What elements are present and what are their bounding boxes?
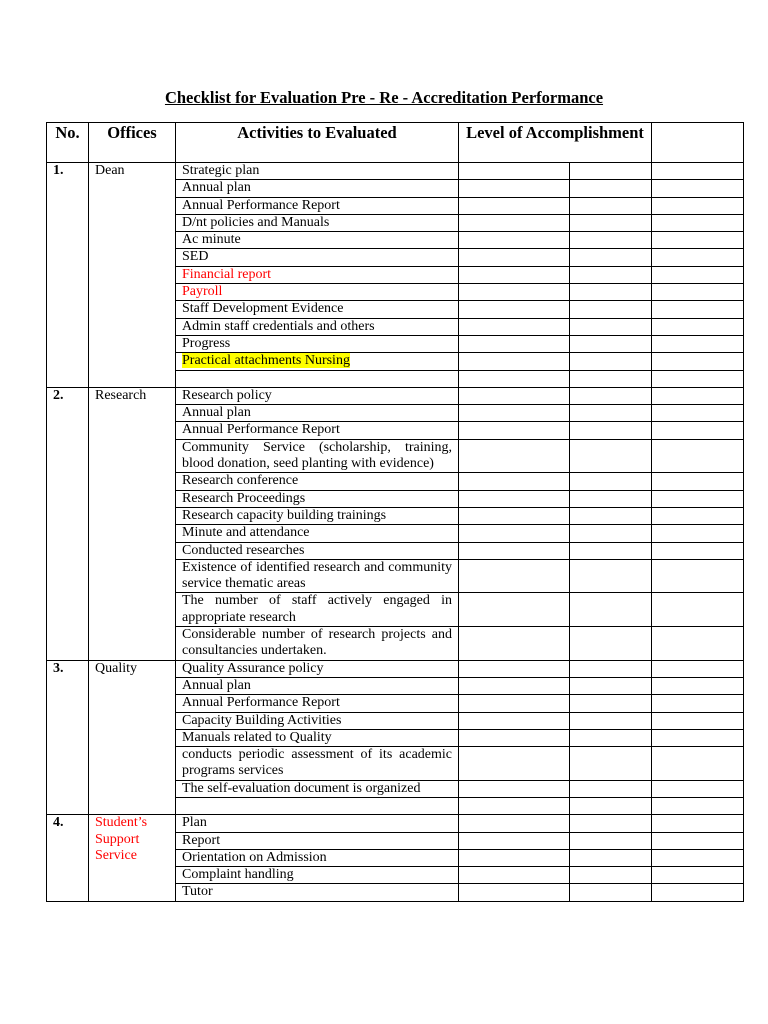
level-cell-1[interactable] [459, 729, 570, 746]
level-cell-1[interactable] [459, 387, 570, 404]
activity-cell [176, 559, 459, 593]
level-cell-1[interactable] [459, 815, 570, 832]
extra-cell[interactable] [652, 405, 744, 422]
activity-text: Research Proceedings [182, 490, 306, 506]
extra-cell[interactable] [652, 780, 744, 797]
office-name: Research [89, 387, 176, 660]
office-name: Student’s Support Service [89, 815, 176, 901]
extra-cell[interactable] [652, 180, 744, 197]
activity-cell [176, 301, 459, 318]
level-cell-1[interactable] [459, 266, 570, 283]
activity-cell [176, 473, 459, 490]
level-cell-2[interactable] [570, 677, 652, 694]
activity-text: Existence of identified research and community service thematic areas [182, 559, 452, 592]
extra-cell[interactable] [652, 797, 744, 814]
extra-cell[interactable] [652, 832, 744, 849]
level-cell-2[interactable] [570, 712, 652, 729]
level-cell-1[interactable] [459, 593, 570, 627]
table-row [47, 815, 744, 832]
activity-text: Manuals related to Quality [182, 729, 332, 745]
level-cell-2[interactable] [570, 249, 652, 266]
activity-text: Admin staff credentials and others [182, 318, 375, 334]
activity-text: Complaint handling [182, 867, 294, 883]
section-number: 4. [47, 815, 89, 901]
extra-cell[interactable] [652, 660, 744, 677]
activity-cell [176, 660, 459, 677]
activity-cell [176, 780, 459, 797]
activity-cell [176, 490, 459, 507]
extra-cell[interactable] [652, 559, 744, 593]
level-cell-1[interactable] [459, 232, 570, 249]
activity-text: Annual plan [182, 677, 251, 693]
activity-cell [176, 542, 459, 559]
activity-cell [176, 627, 459, 661]
section-number: 1. [47, 163, 89, 388]
activity-text: Research capacity building trainings [182, 507, 387, 523]
level-cell-1[interactable] [459, 695, 570, 712]
activity-text: Plan [182, 815, 207, 831]
level-cell-1[interactable] [459, 677, 570, 694]
level-cell-2[interactable] [570, 507, 652, 524]
level-cell-2[interactable] [570, 660, 652, 677]
level-cell-2[interactable] [570, 627, 652, 661]
extra-cell[interactable] [652, 335, 744, 352]
level-cell-2[interactable] [570, 422, 652, 439]
activity-cell [176, 797, 459, 814]
table-body [47, 163, 744, 902]
level-cell-2[interactable] [570, 490, 652, 507]
activity-cell [176, 849, 459, 866]
level-cell-1[interactable] [459, 780, 570, 797]
level-cell-1[interactable] [459, 525, 570, 542]
activity-cell [176, 422, 459, 439]
document-title: Checklist for Evaluation Pre - Re - Accreditation Performance [164, 88, 604, 107]
activity-cell [176, 507, 459, 524]
level-cell-1[interactable] [459, 214, 570, 231]
activity-text: SED [182, 249, 209, 265]
activity-text: D/nt policies and Manuals [182, 214, 330, 230]
activity-cell [176, 439, 459, 473]
activity-text: The self-evaluation document is organized [182, 780, 421, 796]
level-cell-2[interactable] [570, 473, 652, 490]
level-cell-2[interactable] [570, 197, 652, 214]
activity-text: Quality Assurance policy [182, 660, 324, 676]
level-cell-1[interactable] [459, 849, 570, 866]
level-cell-1[interactable] [459, 884, 570, 901]
activity-text: Minute and attendance [182, 525, 310, 541]
level-cell-2[interactable] [570, 387, 652, 404]
level-cell-1[interactable] [459, 197, 570, 214]
level-cell-1[interactable] [459, 301, 570, 318]
level-cell-1[interactable] [459, 473, 570, 490]
table-row [47, 387, 744, 404]
office-name: Dean [89, 163, 176, 388]
extra-cell[interactable] [652, 490, 744, 507]
header-level-of-accomplishment: Level of Accomplishment [459, 123, 652, 163]
level-cell-2[interactable] [570, 832, 652, 849]
level-cell-1[interactable] [459, 335, 570, 352]
level-cell-1[interactable] [459, 660, 570, 677]
level-cell-1[interactable] [459, 318, 570, 335]
activity-cell [176, 370, 459, 387]
level-cell-1[interactable] [459, 284, 570, 301]
extra-cell[interactable] [652, 729, 744, 746]
level-cell-1[interactable] [459, 353, 570, 370]
checklist-table [46, 122, 744, 902]
activity-text: Conducted researches [182, 542, 305, 558]
activity-cell [176, 387, 459, 404]
extra-cell[interactable] [652, 593, 744, 627]
extra-cell[interactable] [652, 232, 744, 249]
activity-text: Research conference [182, 473, 299, 489]
activity-text: Financial report [182, 266, 272, 282]
extra-cell[interactable] [652, 284, 744, 301]
activity-cell [176, 832, 459, 849]
activity-cell [176, 815, 459, 832]
level-cell-1[interactable] [459, 867, 570, 884]
extra-cell[interactable] [652, 815, 744, 832]
extra-cell[interactable] [652, 677, 744, 694]
extra-cell[interactable] [652, 627, 744, 661]
extra-cell[interactable] [652, 387, 744, 404]
activity-text: Annual Performance Report [182, 422, 340, 438]
level-cell-2[interactable] [570, 780, 652, 797]
office-name: Quality [89, 660, 176, 815]
activity-text: Progress [182, 335, 231, 351]
level-cell-1[interactable] [459, 797, 570, 814]
level-cell-2[interactable] [570, 797, 652, 814]
activity-cell [176, 695, 459, 712]
extra-cell[interactable] [652, 370, 744, 387]
header-activities: Activities to Evaluated [176, 123, 459, 163]
extra-cell[interactable] [652, 867, 744, 884]
extra-cell[interactable] [652, 884, 744, 901]
activity-text: Considerable number of research projects and consultancies undertaken. [182, 627, 452, 659]
level-cell-1[interactable] [459, 370, 570, 387]
extra-cell[interactable] [652, 747, 744, 781]
level-cell-1[interactable] [459, 422, 570, 439]
activity-text: The number of staff actively engaged in appropriate research [182, 593, 452, 625]
activity-cell [176, 163, 459, 180]
section-number: 3. [47, 660, 89, 815]
level-cell-2[interactable] [570, 559, 652, 593]
activity-text: Research policy [182, 387, 272, 403]
level-cell-2[interactable] [570, 301, 652, 318]
extra-cell[interactable] [652, 473, 744, 490]
extra-cell[interactable] [652, 712, 744, 729]
level-cell-2[interactable] [570, 867, 652, 884]
activity-cell [176, 249, 459, 266]
level-cell-2[interactable] [570, 335, 652, 352]
level-cell-2[interactable] [570, 439, 652, 473]
level-cell-2[interactable] [570, 232, 652, 249]
level-cell-1[interactable] [459, 163, 570, 180]
level-cell-1[interactable] [459, 490, 570, 507]
extra-cell[interactable] [652, 849, 744, 866]
activity-text: Orientation on Admission [182, 849, 327, 865]
activity-cell [176, 214, 459, 231]
level-cell-2[interactable] [570, 405, 652, 422]
activity-text: Annual Performance Report [182, 695, 340, 711]
level-cell-2[interactable] [570, 747, 652, 781]
activity-text: Payroll [182, 284, 223, 300]
activity-cell [176, 677, 459, 694]
level-cell-1[interactable] [459, 627, 570, 661]
level-cell-2[interactable] [570, 849, 652, 866]
activity-text: conducts periodic assessment of its academic programs services [182, 747, 452, 779]
activity-text: Strategic plan [182, 163, 260, 178]
level-cell-1[interactable] [459, 747, 570, 781]
activity-text: Capacity Building Activities [182, 712, 342, 728]
extra-cell[interactable] [652, 266, 744, 283]
activity-cell [176, 405, 459, 422]
level-cell-2[interactable] [570, 353, 652, 370]
header-no: No. [47, 123, 89, 163]
activity-text: Ac minute [182, 232, 241, 248]
extra-cell[interactable] [652, 353, 744, 370]
level-cell-1[interactable] [459, 405, 570, 422]
extra-cell[interactable] [652, 163, 744, 180]
level-cell-1[interactable] [459, 249, 570, 266]
activity-text: Tutor [182, 884, 213, 900]
activity-cell [176, 284, 459, 301]
level-cell-2[interactable] [570, 815, 652, 832]
table-row [47, 163, 744, 180]
level-cell-2[interactable] [570, 163, 652, 180]
extra-cell[interactable] [652, 695, 744, 712]
level-cell-2[interactable] [570, 180, 652, 197]
activity-text: Annual plan [182, 405, 251, 421]
activity-cell [176, 712, 459, 729]
extra-cell[interactable] [652, 422, 744, 439]
level-cell-2[interactable] [570, 370, 652, 387]
activity-cell [176, 180, 459, 197]
activity-cell [176, 729, 459, 746]
activity-cell [176, 335, 459, 352]
level-cell-2[interactable] [570, 593, 652, 627]
extra-cell[interactable] [652, 197, 744, 214]
activity-cell [176, 884, 459, 901]
level-cell-1[interactable] [459, 712, 570, 729]
activity-text: Practical attachments Nursing [182, 353, 350, 369]
extra-cell[interactable] [652, 542, 744, 559]
extra-cell[interactable] [652, 439, 744, 473]
section-number: 2. [47, 387, 89, 660]
extra-cell[interactable] [652, 507, 744, 524]
level-cell-2[interactable] [570, 884, 652, 901]
level-cell-2[interactable] [570, 729, 652, 746]
activity-cell [176, 747, 459, 781]
level-cell-1[interactable] [459, 180, 570, 197]
level-cell-2[interactable] [570, 525, 652, 542]
activity-cell [176, 232, 459, 249]
activity-cell [176, 353, 459, 370]
level-cell-2[interactable] [570, 284, 652, 301]
activity-text: Annual Performance Report [182, 197, 340, 213]
level-cell-2[interactable] [570, 542, 652, 559]
activity-cell [176, 867, 459, 884]
level-cell-2[interactable] [570, 214, 652, 231]
activity-text: Report [182, 832, 221, 848]
activity-cell [176, 197, 459, 214]
extra-cell[interactable] [652, 301, 744, 318]
level-cell-1[interactable] [459, 542, 570, 559]
activity-cell [176, 318, 459, 335]
extra-cell[interactable] [652, 249, 744, 266]
activity-text: Staff Development Evidence [182, 301, 344, 317]
table-row [47, 660, 744, 677]
table-header-row [47, 123, 744, 163]
header-offices: Offices [89, 123, 176, 163]
activity-cell [176, 593, 459, 627]
activity-cell [176, 266, 459, 283]
activity-cell [176, 525, 459, 542]
level-cell-1[interactable] [459, 439, 570, 473]
header-blank [652, 123, 744, 163]
extra-cell[interactable] [652, 214, 744, 231]
level-cell-1[interactable] [459, 832, 570, 849]
activity-text: Annual plan [182, 180, 251, 196]
level-cell-2[interactable] [570, 266, 652, 283]
level-cell-1[interactable] [459, 507, 570, 524]
level-cell-1[interactable] [459, 559, 570, 593]
activity-text: Community Service (scholarship, training, blood donation, seed planting with evidence) [182, 439, 452, 472]
level-cell-2[interactable] [570, 695, 652, 712]
extra-cell[interactable] [652, 318, 744, 335]
extra-cell[interactable] [652, 525, 744, 542]
level-cell-2[interactable] [570, 318, 652, 335]
